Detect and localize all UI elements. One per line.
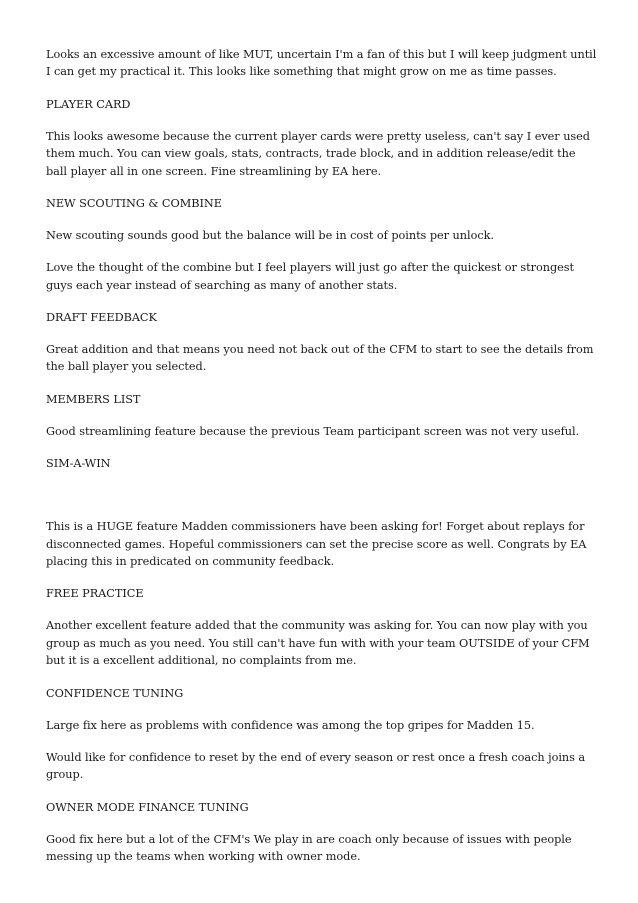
free-practice-paragraph: Another excellent feature added that the community was asking for. You can now play with you group as much as you need. You still can't have fun with with your team OUTSIDE of your CFM but it is a excellent additional, no complaints from me.	[46, 619, 590, 668]
heading-members-list: MEMBERS LIST	[46, 392, 141, 406]
heading-sim-a-win: SIM-A-WIN	[46, 457, 111, 471]
scouting-paragraph-1: New scouting sounds good but the balance will be in cost of points per unlock.	[46, 229, 494, 243]
heading-owner-mode-finance-tuning: OWNER MODE FINANCE TUNING	[46, 800, 249, 814]
heading-player-card: PLAYER CARD	[46, 97, 131, 111]
player-card-paragraph: This looks awesome because the current player cards were pretty useless, can't say I ever used them much. You can view goals, stats, contracts, trade block, and in addition release/edit the ball player all in one screen. Fine streamlining by EA here.	[46, 129, 590, 178]
blank-gap	[46, 487, 598, 518]
heading-free-practice: FREE PRACTICE	[46, 587, 144, 601]
heading-confidence-tuning: CONFIDENCE TUNING	[46, 686, 184, 700]
owner-mode-paragraph: Good fix here but a lot of the CFM's We play in are coach only because of issues with people messing up the teams when working with owner mode.	[46, 832, 572, 864]
heading-draft-feedback: DRAFT FEEDBACK	[46, 310, 157, 324]
scouting-paragraph-2: Love the thought of the combine but I feel players will just go after the quickest or strongest guys each year instead of searching as many of another stats.	[46, 261, 575, 292]
heading-new-scouting-combine: NEW SCOUTING & COMBINE	[46, 196, 222, 210]
confidence-paragraph-1: Large fix here as problems with confidence was among the top gripes for Madden 15.	[46, 718, 535, 732]
confidence-paragraph-2: Would like for confidence to reset by the end of every season or rest once a fresh coach joins a group.	[46, 750, 586, 782]
members-list-paragraph: Good streamlining feature because the previous Team participant screen was not very useful.	[46, 424, 580, 438]
draft-feedback-paragraph: Great addition and that means you need not back out of the CFM to start to see the details from the ball player you selected.	[46, 343, 594, 374]
document-page	[46, 46, 598, 880]
intro-paragraph: Looks an excessive amount of like MUT, uncertain I'm a fan of this but I will keep judgment until I can get my practical it. This looks like something that might grow on me as time passes.	[46, 48, 597, 79]
sim-a-win-paragraph: This is a HUGE feature Madden commissioners have been asking for! Forget about replays for disconnected games. Hopeful commissioners can set the precise score as well. Congrats by EA placing this in predicated on community feedback.	[46, 520, 587, 569]
